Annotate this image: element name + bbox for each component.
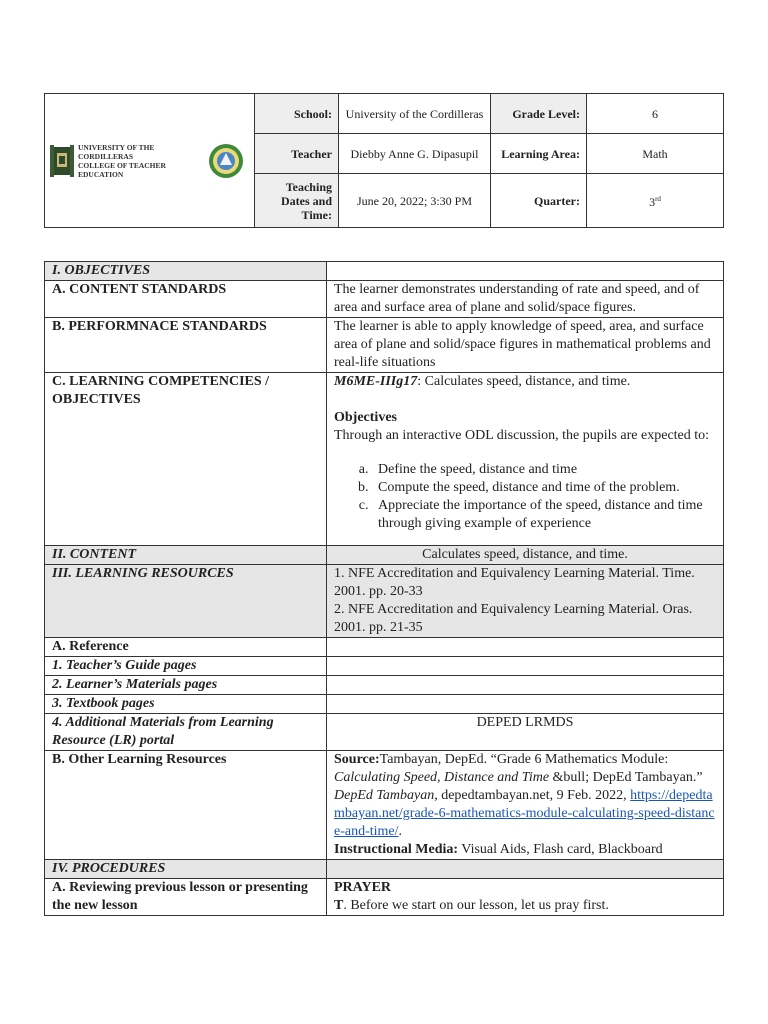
competencies-row <box>45 373 724 546</box>
grade-level-label: Grade Level: <box>491 94 587 134</box>
college-emblem-icon <box>208 143 244 179</box>
quarter-suffix: rd <box>655 195 661 203</box>
performance-standards-row <box>45 318 724 373</box>
procedures-heading-row <box>45 860 724 879</box>
content-heading: II. CONTENT <box>45 546 327 565</box>
source-text: , depedtambayan.net, 9 Feb. 2022, <box>434 788 631 803</box>
source-text: Tambayan, DepEd. “Grade 6 Mathematics Module: <box>379 752 669 767</box>
reference-row <box>45 638 724 657</box>
source-text: &bull; DepEd Tambayan.” <box>549 770 703 785</box>
college-name: COLLEGE OF TEACHER EDUCATION <box>78 160 166 179</box>
quarter-label: Quarter: <box>491 174 587 228</box>
source-label: Source: <box>334 752 380 767</box>
teachers-guide-label: 1. Teacher’s Guide pages <box>45 657 327 676</box>
learning-resources-list <box>327 565 724 638</box>
resource-item: 1. NFE Accreditation and Equivalency Learning Material. Time. 2001. pp. 20-33 <box>334 566 695 599</box>
objectives-heading-row <box>45 262 724 281</box>
textbook-label: 3. Textbook pages <box>45 695 327 714</box>
teacher-value: Diebby Anne G. Dipasupil <box>339 134 491 174</box>
logo-cell <box>45 94 255 228</box>
other-resources-content <box>327 751 724 860</box>
learning-area-label: Learning Area: <box>491 134 587 174</box>
learning-area-value: Math <box>587 134 724 174</box>
media-label: Instructional Media: <box>334 842 459 857</box>
content-standards-label: A. CONTENT STANDARDS <box>45 281 327 318</box>
learning-resources-heading: III. LEARNING RESOURCES <box>45 565 327 638</box>
source-title: Calculating Speed, Distance and Time <box>334 770 550 785</box>
other-resources-row <box>45 751 724 860</box>
quarter-value <box>587 174 724 228</box>
source-end: . <box>398 824 403 839</box>
prayer-title: PRAYER <box>334 880 392 895</box>
resource-item: 2. NFE Accreditation and Equivalency Learning Material. Oras. 2001. pp. 21-35 <box>334 602 693 635</box>
learners-materials-label: 2. Learner’s Materials pages <box>45 676 327 695</box>
competency-line <box>334 373 716 391</box>
additional-materials-row <box>45 714 724 751</box>
school-value: University of the Cordilleras <box>339 94 491 134</box>
source-link[interactable]: https://depedtambayan.net/grade-6-mathematics-module-calculating-speed-distance-and-time/ <box>334 788 715 839</box>
prayer-line <box>334 897 716 915</box>
other-resources-label: B. Other Learning Resources <box>45 751 327 860</box>
textbook-row <box>45 695 724 714</box>
source-site: DepEd Tambayan <box>334 788 435 803</box>
objectives-intro: Through an interactive ODL discussion, the pupils are expected to: <box>334 428 710 443</box>
additional-materials-label: 4. Additional Materials from Learning Resource (LR) portal <box>45 714 327 751</box>
objective-item: a. Define the speed, distance and time <box>372 461 716 479</box>
university-name: UNIVERSITY OF THE CORDILLERAS <box>78 142 155 161</box>
media-text: Visual Aids, Flash card, Blackboard <box>458 842 663 857</box>
competency-code: M6ME-IIIg17 <box>334 374 418 389</box>
teaching-dates-label: Teaching Dates and Time: <box>255 174 339 228</box>
prayer-t: T <box>334 898 344 913</box>
objective-item: b. Compute the speed, distance and time of the problem. <box>372 479 716 497</box>
review-row <box>45 879 724 916</box>
performance-standards-text: The learner is able to apply knowledge of speed, area, and surface area of plane and solid/space figures in mathematical problems and real-life situations <box>327 318 724 373</box>
content-standards-text: The learner demonstrates understanding of rate and speed, and of area and surface area of plane and solid/space figures. <box>327 281 724 318</box>
competencies-content <box>327 373 724 546</box>
school-label: School: <box>255 94 339 134</box>
learning-resources-row <box>45 565 724 638</box>
review-label: A. Reviewing previous lesson or presenting the new lesson <box>45 879 327 916</box>
content-standards-row <box>45 281 724 318</box>
objective-item: c. Appreciate the importance of the speed, distance and time through giving example of experience <box>372 497 716 533</box>
teacher-label: Teacher <box>255 134 339 174</box>
instructional-media <box>334 841 716 859</box>
competency-text: : Calculates speed, distance, and time. <box>417 374 631 389</box>
prayer-text: . Before we start on our lesson, let us pray first. <box>343 898 609 913</box>
objectives-heading: I. OBJECTIVES <box>45 262 327 281</box>
header-table <box>44 93 724 228</box>
additional-materials-value: DEPED LRMDS <box>327 714 724 751</box>
content-text: Calculates speed, distance, and time. <box>327 546 724 565</box>
university-seal-icon <box>50 143 74 179</box>
performance-standards-label: B. PERFORMNACE STANDARDS <box>45 318 327 373</box>
lesson-plan-table <box>44 261 724 916</box>
objectives-title: Objectives <box>334 410 397 425</box>
reference-label: A. Reference <box>45 638 327 657</box>
prayer-content <box>327 879 724 916</box>
procedures-heading: IV. PROCEDURES <box>45 860 327 879</box>
objectives-list <box>334 461 716 533</box>
teachers-guide-row <box>45 657 724 676</box>
grade-level-value: 6 <box>587 94 724 134</box>
content-row <box>45 546 724 565</box>
learners-materials-row <box>45 676 724 695</box>
competencies-label: C. LEARNING COMPETENCIES / OBJECTIVES <box>45 373 327 546</box>
quarter-number: 3 <box>649 195 656 209</box>
teaching-dates-value: June 20, 2022; 3:30 PM <box>339 174 491 228</box>
